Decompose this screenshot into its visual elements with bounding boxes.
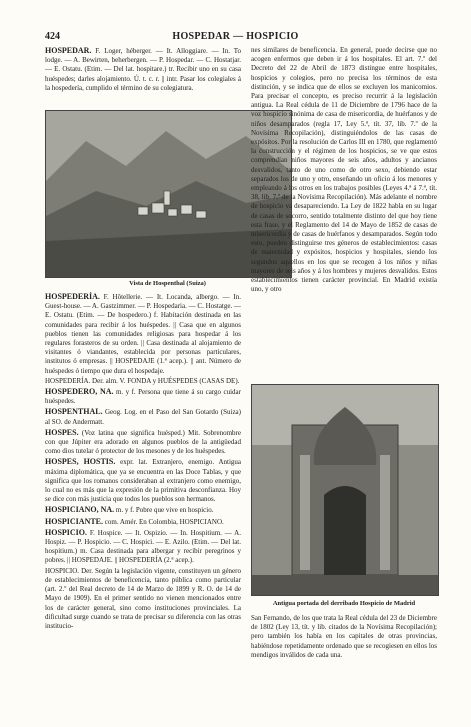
- baroque-portal-illustration: [252, 385, 438, 595]
- entry-text: expr. lat. Extranjero, enemigo. Antigua máxima diplomática, que ya se encuentra en las Doce Tablas, y que significa que los romanos consideraban al extranjero como enemigo, lo cual no es más que la expresión de la primitiva desconfianza. Hoy se dice con más justicia que todos los pueblos son hermanos.: [45, 458, 241, 504]
- entry-headword: HOSPEDERO, NA.: [45, 387, 114, 397]
- entry-text: HOSPEDERÍA. Der. alm. V. FONDA y HUÉSPEDES (CASAS DE).: [45, 376, 240, 385]
- entry-paragraph: [45, 292, 241, 376]
- entry-text: F. Hôtellerie. — It. Locanda, albergo. — In. Guest-house. — A. Gastzimmer. — P. Hospedaria. — C. Hostatge. — E. Ostatu. (Etim. — De hospedero.) f. Habitación destinada en las comunidades para recibir á los huéspedes. || Casa que en algunos pueblos tienen las comunidades religiosas para hospedar á los regulares forasteros de su orden. || Casa destinada al alojamiento de visitantes ó viandantes, establecida por personas particulares, institutos ó empresas. || HOSPEDAJE (1.ª acep.). || ant. Número de huéspedes ó tiempo que dura el hospedaje.: [45, 293, 241, 375]
- entry-text: HOSPICIO. Der. Según la legislación vigente, constituyen un género de establecimientos de beneficencia, tanto pública como particular (art. 2.º del Real decreto de 14 de Marzo de 1899 y R. O. de 14 de Mayo de 1909). En el primer sentido no vienen mencionados entre los de carácter general, sino como instituciones provinciales. La dificultad surge cuando se trata de precisar su diferencia con las otras institucio-: [45, 566, 241, 630]
- entry-text: San Fernando, de los que trata la Real cédula del 23 de Diciembre de 1802 (Ley 13, tít. y lib. citados de la Novísima Recopilación); pero también los había en los capitales de otras provincias, habiéndose repetidamente ordenado que se recogiesen en ellos los mendigos inválidos de cada una.: [251, 614, 437, 659]
- entry-paragraph: [45, 567, 241, 631]
- entry-paragraph: [45, 505, 241, 515]
- entry-text: Geog. Log. en el Paso del San Gotardo (Suiza) al SO. de Andermatt.: [45, 408, 241, 426]
- entry-headword: HOSPICIANTE.: [45, 516, 104, 526]
- hospicio-portal-photo: [251, 384, 439, 596]
- right-column-top: [251, 46, 437, 376]
- entry-paragraph: [45, 428, 241, 457]
- entry-text: F. Loger, héberger. — It. Alloggiare. — In. To lodge. — A. Bewirten, beherbergen. — P. Hospedar. — C. Hostatjar. — E. Ostatu. (Etim. — Del lat. hospitare.) tr. Recibir uno en su casa huéspedes; darles alojamiento. Ú. t. c. r. || intr. Pasar los colegiales á la hospedería, cumplido el término de su colegiatura.: [45, 47, 241, 92]
- entry-text: F. Hospice. — It. Ospizio. — In. Hospitium. — A. Hospiz. — P. Hospicio. — C. Hospici. — E. Azilo. (Etim. — Del lat. hospitium.) m. Casa destinada para albergar y recibir peregrinos y pobres. || HOSPEDAJE. || HOSPEDERÍA (2.ª acep.).: [45, 528, 241, 565]
- entry-headword: HOSPENTHAL.: [45, 407, 103, 417]
- entry-paragraph: [45, 517, 241, 527]
- entry-headword: HOSPES.: [45, 427, 79, 437]
- hospenthal-caption: Vista de Hospenthal (Suiza): [129, 280, 206, 287]
- entry-paragraph: [45, 407, 241, 426]
- left-column-top: [45, 46, 241, 108]
- entry-text: com. Amér. En Colombia, HOSPICIANO.: [103, 517, 224, 526]
- entry-headword: HOSPEDERÍA.: [45, 292, 100, 301]
- hospicio-caption: Antigua portada del derribado Hospicio de Madrid: [272, 600, 416, 607]
- left-column-main: [45, 292, 241, 718]
- entry-text: nes similares de beneficencia. En general, puede decirse que no acogen enfermos que deben ir á los hospitales. El art. 7.º del Decreto del 22 de Abril de 1873 distingue entre hospitales, hospicios y colegios, pero no precisa los términos de esta distinción, y se indica que de ellos se excluyen los manicomios. Para precisar el concepto, es preciso recurrir á la legislación antigua. La Real cédula de 11 de Diciembre de 1796 hace de la voz hospicio sinónima de casa de misericordia, de huérfanos y de niños desamparados (regla 17, Ley 5.ª, tít. 37, lib. 7.º de la Novísima Recopilación), distinguiéndolos de las casas de expósitos. Por la resolución de Carlos III en 1780, que reglamentó la construcción y el régimen de los hospicios, se ve que estos comprendían niños mayores de seis años, adultos y ancianos desvalidos, tanto de uno como de otro sexo, debiendo estar separados los de uno y otro, enseñando un oficio á los menores y empleando á los otros en los trabajos posibles (Leyes 4.ª á 7.ª, tít. 38, lib. 7.º de la Novísima Recopilación). Más adelante el nombre de hospicio va desapareciendo. La Ley de 1822 habla en su lugar de casas de socorro, sentido totalmente distinto del que hoy tiene esta frase, y el Reglamento del 14 de Mayo de 1852 de casas de misericordia y de casas de huérfanos y desamparados. Según todo esto, pueden distinguirse tres géneros de establecimientos: casas de maternidad y expósitos, hospicios y hospitales, siendo los segundos aquellos en los que se recogen á los niños y niñas mayores de seis años y á los hombres y mujeres desvalidos. Estos establecimientos tienen carácter provincial. En Madrid existía uno, y otro: [251, 46, 437, 294]
- entry-paragraph: [45, 528, 241, 566]
- entry-text: (Voz latina que significa huésped.) Mit. Sobrenombre con que Júpiter era adorado en algunos pueblos de la antigüedad como dios tutelar ó protector de los mesones y de los huéspedes.: [45, 428, 241, 456]
- entry-text: m. y f. Persona que tiene á su cargo cuidar huéspedes.: [45, 388, 241, 406]
- entry-paragraph: [45, 387, 241, 406]
- entry-headword: HOSPEDAR.: [45, 46, 92, 55]
- entry-paragraph: [45, 46, 241, 93]
- entry-paragraph: [251, 46, 437, 294]
- page-number: 424: [45, 31, 60, 42]
- entry-text: m. y f. Pobre que vive en hospicio.: [114, 506, 214, 515]
- entry-headword: HOSPICIANO, NA.: [45, 505, 115, 515]
- running-head: HOSPEDAR — HOSPICIO: [172, 31, 299, 42]
- entry-paragraph: [45, 377, 241, 386]
- entry-paragraph: [251, 614, 437, 660]
- right-column-bottom: [251, 614, 437, 714]
- entry-headword: HOSPES, HOSTIS.: [45, 457, 116, 467]
- entry-paragraph: [45, 457, 241, 504]
- entry-headword: HOSPICIO.: [45, 527, 88, 537]
